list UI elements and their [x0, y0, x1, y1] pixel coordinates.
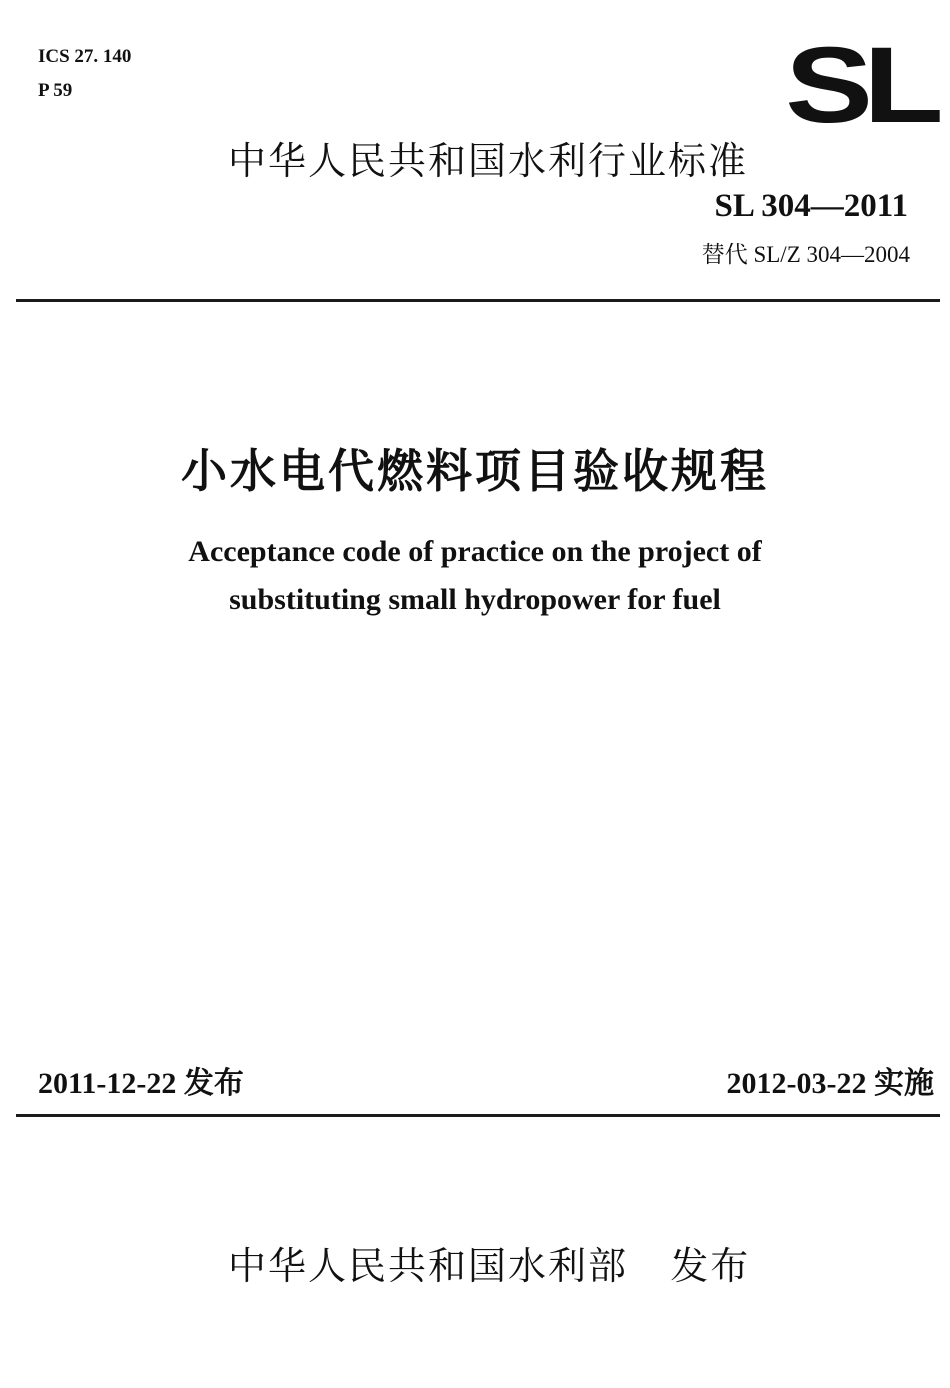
title-english: [0, 528, 950, 624]
implementation-date: 2012-03-22 实施: [726, 1067, 934, 1100]
ccs-code: P 59: [38, 80, 73, 101]
standard-type: 中华人民共和国水利行业标准: [228, 139, 749, 183]
title-english-line2: substituting small hydropower for fuel: [229, 583, 721, 616]
publisher: 中华人民共和国水利部 发布: [228, 1244, 751, 1288]
sl-logo: SL: [785, 24, 934, 145]
bottom-divider: [16, 1114, 940, 1117]
classification-codes: [38, 40, 131, 108]
replaces-standard: 替代 SL/Z 304—2004: [701, 242, 910, 267]
issue-date: 2011-12-22 发布: [38, 1067, 244, 1100]
standard-number: SL 304—2011: [714, 188, 908, 224]
title-chinese: 小水电代燃料项目验收规程: [181, 444, 769, 498]
title-english-line1: Acceptance code of practice on the project of: [188, 535, 762, 568]
top-divider: [16, 299, 940, 302]
ics-code: ICS 27. 140: [38, 46, 132, 67]
